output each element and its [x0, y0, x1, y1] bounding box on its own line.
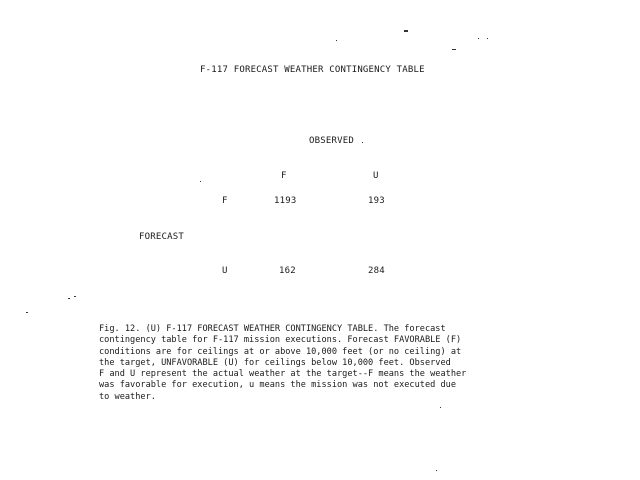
- scan-speck: [440, 407, 441, 408]
- cell-forecast-f-observed-u: 193: [368, 196, 385, 206]
- scan-speck: [478, 38, 479, 39]
- table-title: F-117 FORECAST WEATHER CONTINGENCY TABLE: [200, 65, 425, 75]
- scan-speck: [436, 470, 437, 471]
- caption-line: Fig. 12. (U) F-117 FORECAST WEATHER CONTINGENCY TABLE. The forecast: [99, 324, 446, 334]
- scan-speck: [68, 298, 70, 299]
- caption-line: conditions are for ceilings at or above 10,000 feet (or no ceiling) at: [99, 346, 462, 357]
- column-header-f: F: [281, 171, 287, 181]
- forecast-label: FORECAST: [139, 232, 184, 242]
- caption-line: contingency table for F-117 mission executions. Forecast FAVORABLE (F): [99, 335, 462, 346]
- scan-speck: [200, 181, 201, 182]
- scan-speck: [26, 312, 28, 313]
- cell-forecast-f-observed-f: 1193: [274, 196, 297, 206]
- caption-line: the target, UNFAVORABLE (U) for ceilings below 10,000 feet. Observed: [99, 357, 451, 368]
- row-label-u: U: [222, 266, 228, 276]
- caption-line: F and U represent the actual weather at the target--F means the weather: [99, 369, 467, 380]
- scan-speck: [336, 40, 337, 41]
- column-header-u: U: [373, 171, 379, 181]
- caption-line: to weather.: [99, 391, 156, 402]
- scan-speck: [487, 38, 488, 39]
- cell-forecast-u-observed-f: 162: [279, 266, 296, 276]
- scan-speck: [74, 296, 76, 297]
- scan-speck: [452, 49, 456, 50]
- observed-label: OBSERVED: [309, 136, 354, 146]
- scan-speck: [404, 30, 408, 32]
- row-label-f: F: [222, 196, 228, 206]
- scan-speck: [362, 142, 363, 143]
- caption-line: was favorable for execution, u means the mission was not executed due: [99, 380, 456, 391]
- figure-caption: [99, 324, 519, 403]
- cell-forecast-u-observed-u: 284: [368, 266, 385, 276]
